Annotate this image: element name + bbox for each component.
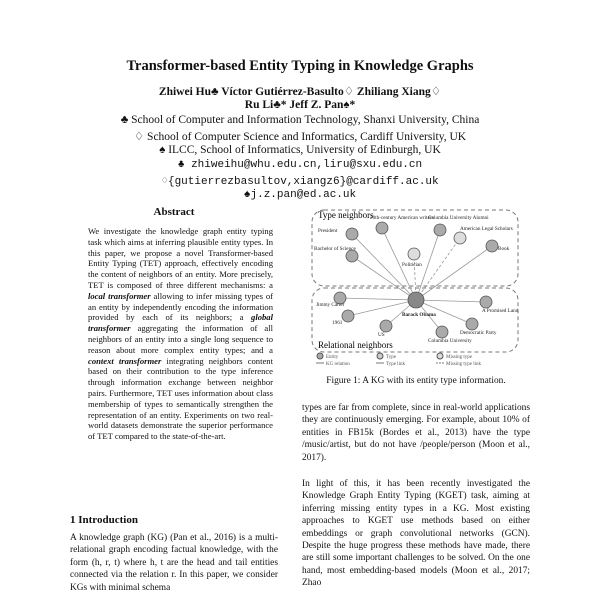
figure-caption: Figure 1: A KG with its entity type information.: [326, 376, 506, 386]
email-1: ♣ zhiweihu@whu.edu.cn,liru@sxu.edu.cn: [177, 159, 423, 171]
affiliation-3: ♠ ILCC, School of Informatics, University of Edinburgh, UK: [159, 144, 441, 156]
svg-text:Columbia University: Columbia University: [428, 338, 472, 344]
email-2: ♢{gutierrezbasultov,xiangz6}@cardiff.ac.uk: [161, 176, 439, 188]
svg-text:Democratic Party: Democratic Party: [460, 330, 497, 336]
kg-figure-svg: [310, 204, 522, 366]
svg-text:Missing type: Missing type: [446, 355, 472, 360]
abstract-body: We investigate the knowledge graph entity typing task which aims at inferring plausible entity types. In this paper, we propose a novel Transformer-based Entity Typing (TET) approach, effectively encoding the content of neighbors of an entity. More precisely, TET is composed of three different mechanisms: a local transformer allowing to infer missing types of an entity by independently encoding the information provided by each of its neighbors; a global transformer aggregating the information of all neighbors of an entity into a single long sequence to reason about more complex entity types; and a context transformer integrating neighbors content based on their contribution to the type inference through information exchange between neighbor pairs. Furthermore, TET uses information about class membership of types to semantically strengthen the representation of an entity. Experiments on two real-world datasets demonstrate the superior performance of TET compared to the state-of-the-art.: [88, 226, 273, 442]
svg-text:Entity: Entity: [326, 355, 339, 360]
svg-text:Politician: Politician: [402, 262, 422, 268]
kg-figure: [310, 204, 522, 366]
svg-text:US: US: [378, 332, 385, 338]
svg-text:A Promised Land: A Promised Land: [482, 308, 519, 314]
nodes: [334, 222, 498, 338]
svg-text:Missing type link: Missing type link: [446, 362, 482, 366]
type-group-label: Type neighbors: [318, 210, 374, 220]
global-transformer-term: global transformer: [88, 312, 273, 334]
abstract-heading: Abstract: [153, 206, 195, 218]
svg-text:Columbia University Alumni: Columbia University Alumni: [428, 215, 489, 221]
authors-line-1: Zhiwei Hu♣ Víctor Gutiérrez-Basulto♢ Zhiliang Xiang♢: [158, 86, 442, 98]
local-transformer-term: local transformer: [88, 290, 151, 301]
svg-text:President: President: [318, 228, 338, 234]
right-column-paragraph-2: In light of this, it has been recently investigated the Knowledge Graph Entity Typing (KGET) task, aiming at inferring missing entity types in a KG. Most existing approaches to KGET use methods based on either embeddings or graph convolutional networks (GCN). Despite the huge progress these methods have made, there are still some important challenges to be solved. On the one hand, most embedding-based models (Moon et al., 2017; Zhao: [302, 479, 530, 589]
svg-text:Type: Type: [386, 355, 396, 360]
svg-text:KG relation: KG relation: [326, 362, 350, 366]
svg-text:Book: Book: [498, 246, 510, 252]
intro-heading: 1 Introduction: [70, 514, 138, 526]
svg-text:Bachelor of Science: Bachelor of Science: [314, 246, 356, 252]
svg-text:American Legal Scholars: American Legal Scholars: [460, 226, 513, 232]
relational-group-label: Relational neighbors: [318, 340, 393, 350]
node-labels: [314, 215, 519, 344]
svg-text:1961: 1961: [332, 320, 343, 326]
svg-text:Jimmy Carter: Jimmy Carter: [316, 302, 345, 308]
authors-line-2: Ru Li♣* Jeff Z. Pan♠*: [244, 99, 356, 111]
svg-text:Barack Obama: Barack Obama: [402, 312, 436, 318]
intro-body: A knowledge graph (KG) (Pan et al., 2016) is a multi-relational graph encoding factual knowledge, with the form (h, r, t) where h, t are the head and tail entities connected via the relation r. In this paper, we consider KGs with minimal schema: [70, 533, 278, 593]
legend: [316, 353, 482, 366]
context-transformer-term: context transformer: [88, 355, 162, 366]
right-column-paragraph-1: types are far from complete, since in real-world applications they are continuously emerging. For example, about 10% of entities in FB15k (Bordes et al., 2013) have the type /music/artist, but do not have /people/person (Moon et al., 2017).: [302, 403, 530, 463]
paper-title: Transformer-based Entity Typing in Knowledge Graphs: [126, 58, 474, 74]
svg-text:20th-century American writers: 20th-century American writers: [370, 215, 434, 221]
svg-text:Type link: Type link: [386, 362, 405, 366]
affiliation-2: ♢ School of Computer Science and Informatics, Cardiff University, UK: [133, 131, 467, 143]
affiliation-1: ♣ School of Computer and Information Technology, Shanxi University, China: [120, 114, 480, 126]
email-3: ♠j.z.pan@ed.ac.uk: [243, 189, 357, 201]
